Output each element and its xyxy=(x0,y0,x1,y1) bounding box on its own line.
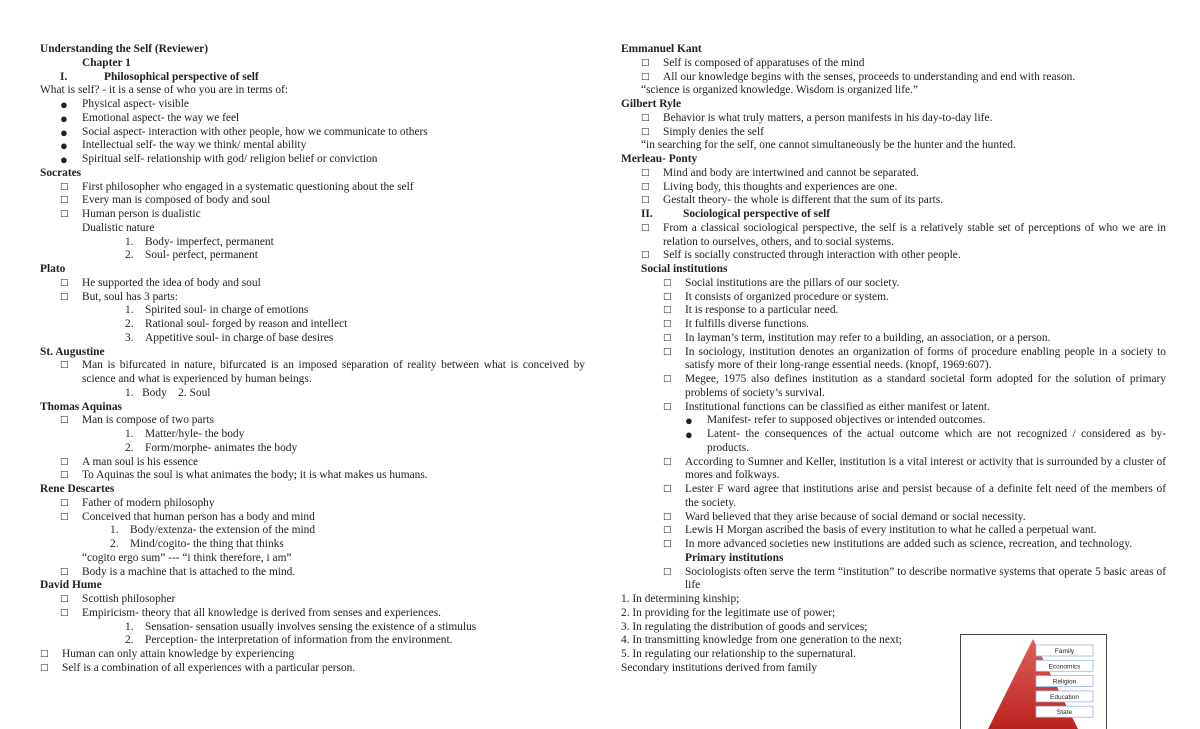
list-item: □ Human person is dualistic xyxy=(60,208,201,220)
dualistic-label: Dualistic nature xyxy=(82,221,155,234)
list-item: □ Man is compose of two parts xyxy=(60,414,214,427)
list-item: ● Physical aspect- visible xyxy=(60,97,189,112)
section-2-heading xyxy=(641,208,1166,222)
ryle-points xyxy=(621,112,1166,153)
kant-heading: Emmanuel Kant xyxy=(621,43,702,55)
list-item: ● Spiritual self- relationship with god/ religion belief or conviction xyxy=(60,152,378,167)
list-item: □ In sociology, institution denotes an organization of forms of procedure enabling people in a society to satisfy more of their long-range essential needs. (knopf, 1969:607). xyxy=(663,345,1166,372)
list-item: 2. Soul- perfect, permanent xyxy=(125,249,258,262)
list-item: □ In layman’s term, institution may refer to a building, an association, or a person. xyxy=(663,331,1051,344)
bullet-icon: ● xyxy=(60,97,68,112)
square-bullet-icon: □ xyxy=(663,332,672,343)
list-item: 2. Perception- the interpretation of information from the environment. xyxy=(125,634,453,647)
area-item: 3. In regulating the distribution of goods and services; xyxy=(621,620,868,633)
institutions-heading: Social institutions xyxy=(641,263,728,275)
pyramid-label: Education xyxy=(1050,693,1079,701)
square-bullet-icon: □ xyxy=(60,360,69,371)
list-item: □ Behavior is what truly matters, a person manifests in his day-to-day life. xyxy=(641,111,993,124)
aquinas-points xyxy=(40,414,585,428)
list-item: □ Lewis H Morgan ascribed the basis of every institution to what he called a perpetual want. xyxy=(663,524,1097,537)
section-1-title: Philosophical perspective of self xyxy=(104,70,259,83)
left-column xyxy=(40,43,585,676)
list-item: □ Lester F ward agree that institutions arise and persist because of a definite felt need of the members of the society. xyxy=(663,483,1166,509)
list-item: □ Every man is composed of body and soul xyxy=(60,194,271,207)
square-bullet-icon: □ xyxy=(60,607,69,618)
augustine-list: 1. Body 2. Soul xyxy=(125,386,211,399)
list-item: □ All our knowledge begins with the senses, proceeds to understanding and end with reason. xyxy=(641,70,1076,83)
list-item: 2. Rational soul- forged by reason and intellect xyxy=(125,318,348,330)
hume-heading: David Hume xyxy=(40,579,102,592)
square-bullet-icon: □ xyxy=(60,277,69,288)
list-item: □ Simply denies the self xyxy=(641,125,764,138)
list-item: □ But, soul has 3 parts: xyxy=(60,290,178,303)
square-bullet-icon: □ xyxy=(641,57,650,68)
square-bullet-icon: □ xyxy=(60,497,69,508)
plato-heading: Plato xyxy=(40,263,66,275)
list-item: □ It is response to a particular need. xyxy=(663,304,839,317)
list-item: ● Latent- the consequences of the actual outcome which are not recognized / considered as by-products. xyxy=(685,427,1166,454)
list-item: □ Ward believed that they arise because of social demand or social necessity. xyxy=(663,510,1026,523)
secondary-institutions: Secondary institutions derived from family xyxy=(621,661,818,674)
square-bullet-icon: □ xyxy=(663,319,672,329)
area-item: 1. In determining kinship; xyxy=(621,593,740,605)
list-item: 1. Sensation- sensation usually involves sensing the existence of a stimulus xyxy=(125,620,477,633)
list-item: ● Social aspect- interaction with other people, how we communicate to others xyxy=(60,124,428,140)
square-bullet-icon: □ xyxy=(40,662,49,673)
square-bullet-icon: □ xyxy=(663,346,672,357)
bullet-icon: ● xyxy=(60,110,68,126)
list-item: □ To Aquinas the soul is what animates the body; it is what makes us humans. xyxy=(60,469,428,482)
square-bullet-icon: □ xyxy=(663,374,672,384)
square-bullet-icon: □ xyxy=(641,181,650,192)
list-item: □ Institutional functions can be classified as either manifest or latent. xyxy=(663,400,990,413)
square-bullet-icon: □ xyxy=(641,250,650,261)
ryle-heading: Gilbert Ryle xyxy=(621,98,682,110)
square-bullet-icon: □ xyxy=(60,594,69,604)
list-item: □ According to Sumner and Keller, institution is a vital interest or activity that is surrounded by a cluster of mores and folkways. xyxy=(663,455,1166,482)
augustine-heading: St. Augustine xyxy=(40,345,105,358)
pyramid-label: Family xyxy=(1054,648,1075,655)
merleau-points xyxy=(621,167,1166,277)
aspects-list xyxy=(40,98,585,167)
square-bullet-icon: □ xyxy=(663,511,672,522)
list-item: 2. Form/morphe- animates the body xyxy=(125,441,298,454)
ryle-quote: “in searching for the self, one cannot simultaneously be the hunter and the hunted. xyxy=(641,139,1016,152)
list-item: □ Conceived that human person has a body and mind xyxy=(60,510,315,523)
section-1-heading xyxy=(40,71,585,85)
area-item: 2. In providing for the legitimate use of power; xyxy=(621,606,836,619)
list-item: 1. Body/extenza- the extension of the mind xyxy=(110,524,316,537)
socrates-heading: Socrates xyxy=(40,166,82,179)
list-item: 2. Mind/cogito- the thing that thinks xyxy=(110,538,284,550)
square-bullet-icon: □ xyxy=(60,566,69,577)
pyramid-svg xyxy=(961,635,1107,729)
section-2-title: Sociological perspective of self xyxy=(683,208,831,220)
section-1-number: I. xyxy=(60,70,68,83)
square-bullet-icon: □ xyxy=(663,566,672,577)
pyramid-label: Economics xyxy=(1048,663,1081,671)
list-item: □ Man is bifurcated in nature, bifurcated is an imposed separation of reality between what is conceived by science and what is experienced by human beings. xyxy=(60,359,585,385)
square-bullet-icon: □ xyxy=(60,470,69,481)
square-bullet-icon: □ xyxy=(663,456,672,467)
institutions-pyramid xyxy=(960,634,1107,729)
augustine-points xyxy=(40,359,585,387)
list-item: 1. Spirited soul- in charge of emotions xyxy=(125,304,309,317)
pyramid-label: Religion xyxy=(1052,678,1077,686)
list-item: □ From a classical sociological perspective, the self is a relatively stable set of perceptions of who we are in relation to ourselves, others, and to social systems. xyxy=(641,221,1166,248)
square-bullet-icon: □ xyxy=(40,649,49,659)
list-item: □ Empiricism- theory that all knowledge is derived from senses and experiences. xyxy=(60,606,442,619)
aquinas-points-2 xyxy=(40,456,585,484)
square-bullet-icon: □ xyxy=(641,222,650,233)
list-item: ● Intellectual self- the way we think/ mental ability xyxy=(60,138,307,154)
descartes-points-2 xyxy=(40,566,585,580)
list-item: □ Human can only attain knowledge by experiencing xyxy=(40,648,295,660)
square-bullet-icon: □ xyxy=(663,539,672,549)
square-bullet-icon: □ xyxy=(641,126,650,137)
bullet-icon: ● xyxy=(685,413,693,429)
list-item: 1. Matter/hyle- the body xyxy=(125,428,245,440)
list-item: □ Self is socially constructed through interaction with other people. xyxy=(641,249,961,262)
primary-institutions-heading: Primary institutions xyxy=(685,551,784,564)
square-bullet-icon: □ xyxy=(641,167,650,178)
square-bullet-icon: □ xyxy=(663,305,672,316)
list-item: □ Scottish philosopher xyxy=(60,593,176,605)
square-bullet-icon: □ xyxy=(663,277,672,288)
list-item: □ Sociologists often serve the term “institution” to describe normative systems that operate 5 basic areas of life xyxy=(663,565,1166,592)
bullet-icon: ● xyxy=(60,152,68,167)
list-item: □ Body is a machine that is attached to the mind. xyxy=(60,565,296,578)
list-item: ● Manifest- refer to supposed objectives or intended outcomes. xyxy=(685,413,986,429)
square-bullet-icon: □ xyxy=(641,71,650,82)
list-item: □ Father of modern philosophy xyxy=(60,496,215,509)
square-bullet-icon: □ xyxy=(60,456,69,467)
list-item: □ He supported the idea of body and soul xyxy=(60,276,261,289)
hume-points xyxy=(40,593,585,621)
list-item: □ Megee, 1975 also defines institution as a standard societal form adopted for the solution of primary problems of society’s survival. xyxy=(663,373,1166,399)
square-bullet-icon: □ xyxy=(663,525,672,536)
list-item: ● Emotional aspect- the way we feel xyxy=(60,110,240,126)
list-item: 3. Appetitive soul- in charge of base desires xyxy=(125,331,334,344)
aquinas-heading: Thomas Aquinas xyxy=(40,400,122,413)
list-item: □ Self is a combination of all experiences with a particular person. xyxy=(40,661,356,674)
area-item: 5. In regulating our relationship to the supernatural. xyxy=(621,648,857,660)
list-item: □ Gestalt theory- the whole is different that the sum of its parts. xyxy=(641,194,944,207)
square-bullet-icon: □ xyxy=(60,415,69,426)
square-bullet-icon: □ xyxy=(60,209,69,219)
area-item: 4. In transmitting knowledge from one generation to the next; xyxy=(621,634,902,647)
square-bullet-icon: □ xyxy=(663,291,672,302)
merleau-heading: Merleau- Ponty xyxy=(621,153,698,165)
list-item: □ Social institutions are the pillars of our society. xyxy=(663,276,900,289)
what-is-self: What is self? - it is a sense of who you are in terms of: xyxy=(40,84,288,97)
chapter-heading: Chapter 1 xyxy=(82,56,131,69)
square-bullet-icon: □ xyxy=(641,112,650,123)
list-item: □ It consists of organized procedure or system. xyxy=(663,290,889,303)
square-bullet-icon: □ xyxy=(60,195,69,206)
descartes-quote: “cogito ergo sum” --- “i think therefore, i am” xyxy=(82,551,292,564)
bullet-icon: ● xyxy=(60,138,68,154)
square-bullet-icon: □ xyxy=(60,291,69,302)
pyramid-label: State xyxy=(1056,709,1073,717)
kant-points xyxy=(621,57,1166,98)
institutions-points xyxy=(621,277,1166,593)
square-bullet-icon: □ xyxy=(663,401,672,412)
list-item: □ In more advanced societies new institutions are added such as science, recreation, and technology. xyxy=(663,538,1133,550)
list-item: □ A man soul is his essence xyxy=(60,455,199,468)
list-item: □ First philosopher who engaged in a systematic questioning about the self xyxy=(60,180,414,193)
bullet-icon: ● xyxy=(685,427,693,442)
bullet-icon: ● xyxy=(60,124,68,140)
descartes-heading: Rene Descartes xyxy=(40,483,115,495)
list-item: 1. Body- imperfect, permanent xyxy=(125,235,274,248)
plato-points xyxy=(40,277,585,305)
square-bullet-icon: □ xyxy=(60,511,69,522)
list-item: □ It fulfills diverse functions. xyxy=(663,318,810,330)
section-2-number: II. xyxy=(641,208,653,220)
descartes-points xyxy=(40,497,585,525)
socrates-points xyxy=(40,181,585,236)
right-column xyxy=(621,43,1166,676)
square-bullet-icon: □ xyxy=(663,484,672,494)
list-item: □ Self is composed of apparatuses of the mind xyxy=(641,56,865,69)
list-item: □ Mind and body are intertwined and cannot be separated. xyxy=(641,166,919,179)
square-bullet-icon: □ xyxy=(60,181,69,192)
list-item: □ Living body, this thoughts and experiences are one. xyxy=(641,180,898,193)
square-bullet-icon: □ xyxy=(641,195,650,206)
doc-title: Understanding the Self (Reviewer) xyxy=(40,43,208,55)
kant-quote: “science is organized knowledge. Wisdom is organized life.” xyxy=(641,84,918,97)
